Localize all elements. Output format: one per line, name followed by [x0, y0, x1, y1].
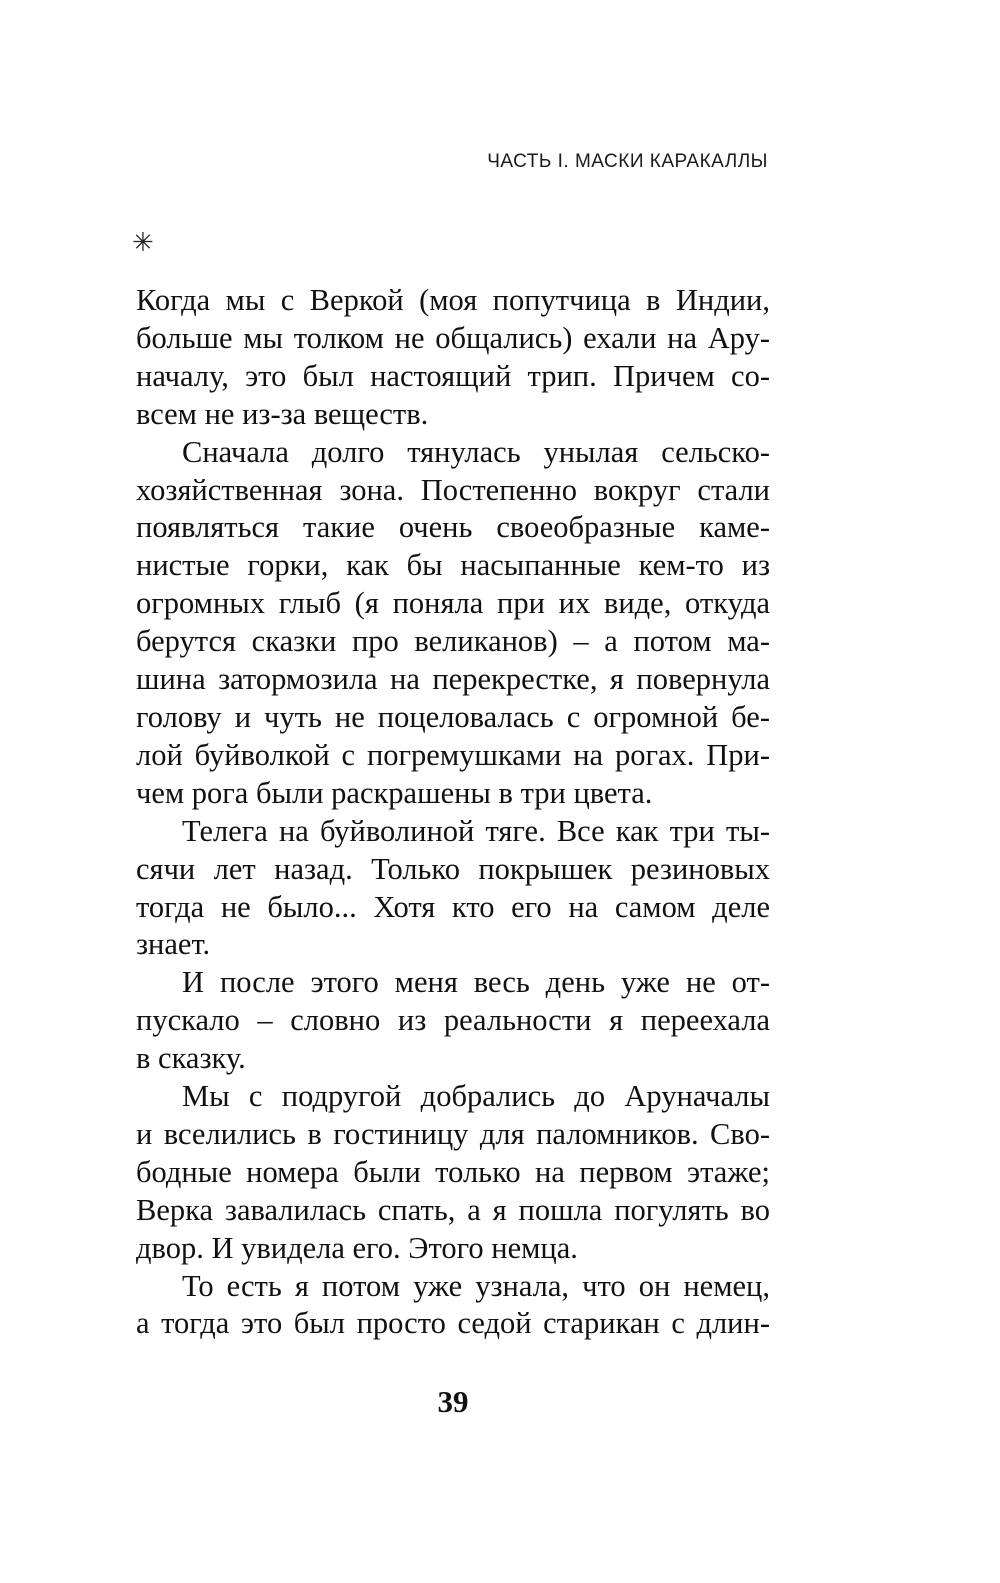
- paragraph: [136, 282, 770, 434]
- text-line: в сказку.: [136, 1041, 246, 1076]
- text-line: и вселились в гостиницу для паломников. Сво-: [136, 1116, 770, 1151]
- text-line: И после этого меня весь день уже не от-: [182, 965, 770, 1000]
- body-text: [136, 282, 770, 1343]
- text-line: сячи лет назад. Только покрышек резиновых: [136, 851, 770, 886]
- text-line: нистые горки, как бы насыпанные кем-то из: [136, 548, 770, 583]
- text-line: огромных глыб (я поняла при их виде, откуда: [136, 586, 770, 621]
- text-line: Телега на буйволиной тяге. Все как три ты-: [182, 813, 770, 848]
- paragraph: [136, 813, 770, 965]
- text-line: лой буйволкой с погремушками на рогах. При-: [136, 737, 770, 772]
- text-line: Верка завалилась спать, а я пошла погулять во: [136, 1192, 770, 1227]
- text-line: Мы с подругой добрались до Аруначалы: [182, 1079, 770, 1114]
- text-line: тогда не было... Хотя кто его на самом деле: [136, 889, 770, 924]
- text-line: Сначала долго тянулась унылая сельско-: [182, 434, 770, 469]
- paragraph: [136, 964, 770, 1078]
- page-number: 39: [437, 1384, 469, 1419]
- text-line: больше мы толком не общались) ехали на Ару-: [136, 320, 770, 355]
- text-line: двор. И увидела его. Этого немца.: [136, 1230, 578, 1265]
- text-line: берутся сказки про великанов) – а потом ма-: [136, 624, 770, 659]
- text-line: а тогда это был просто седой старикан с длин-: [136, 1306, 770, 1341]
- text-line: шина затормозила на перекрестке, я повернула: [136, 662, 770, 697]
- text-line: голову и чуть не поцеловалась с огромной бе-: [136, 699, 770, 734]
- text-line: появляться такие очень своеобразные каме-: [136, 510, 770, 545]
- section-separator-icon: ✳: [132, 228, 154, 258]
- paragraph: [136, 1268, 770, 1344]
- paragraph: [136, 434, 770, 813]
- text-line: началу, это был настоящий трип. Причем со-: [136, 358, 770, 393]
- text-line: бодные номера были только на первом этаже;: [136, 1154, 770, 1189]
- paragraph: [136, 1078, 770, 1268]
- text-line: знает.: [136, 927, 211, 962]
- running-head: ЧАСТЬ I. МАСКИ КАРАКАЛЛЫ: [487, 151, 768, 172]
- text-line: пускало – словно из реальности я переехала: [136, 1003, 770, 1038]
- text-line: Когда мы с Веркой (моя попутчица в Индии,: [136, 283, 770, 317]
- text-line: То есть я потом уже узнала, что он немец,: [182, 1268, 770, 1303]
- text-line: всем не из-за веществ.: [136, 396, 429, 431]
- text-line: чем рога были раскрашены в три цвета.: [136, 775, 653, 810]
- text-line: хозяйственная зона. Постепенно вокруг стали: [136, 472, 770, 507]
